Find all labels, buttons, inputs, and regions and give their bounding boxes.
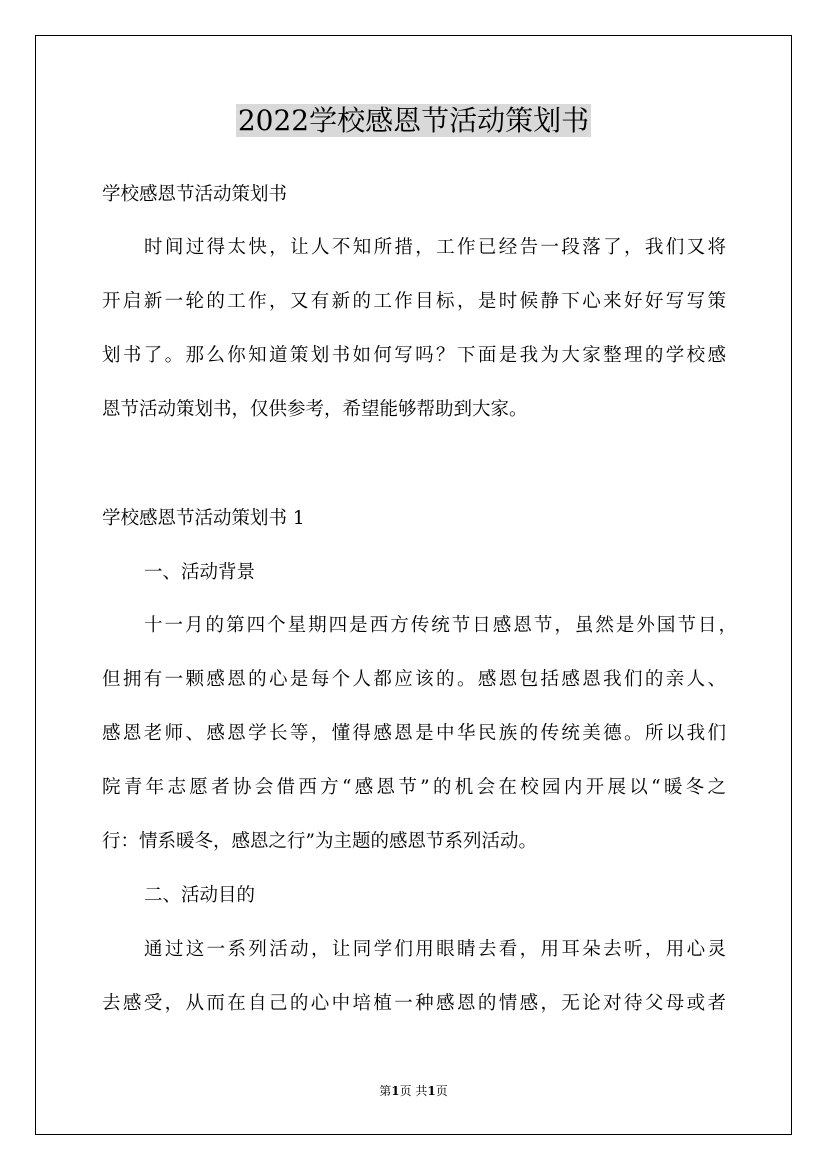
heading-intro: 学校感恩节活动策划书 — [102, 184, 288, 205]
intro-line: 划书了。那么你知道策划书如何写吗？下面是我为大家整理的学校感 — [102, 345, 726, 366]
section-line: 去感受，从而在自己的心中培植一种感恩的情感，无论对待父母或者 — [102, 993, 726, 1014]
section-line: 但拥有一颗感恩的心是每个人都应该的。感恩包括感恩我们的亲人、 — [102, 669, 726, 690]
intro-line: 恩节活动策划书，仅供参考，希望能够帮助到大家。 — [102, 399, 528, 420]
section-line: 院青年志愿者协会借西方“感恩节”的机会在校园内开展以“暖冬之 — [102, 777, 726, 798]
page-footer: 第1页 共1页 — [379, 1084, 448, 1098]
heading-plan-1: 学校感恩节活动策划书 1 — [102, 508, 305, 529]
document-title: 2022学校感恩节活动策划书 — [237, 104, 590, 137]
section-title: 二、活动目的 — [144, 885, 256, 906]
section-line: 感恩老师、感恩学长等，懂得感恩是中华民族的传统美德。所以我们 — [102, 723, 726, 744]
section-line: 十一月的第四个星期四是西方传统节日感恩节，虽然是外国节日， — [144, 615, 737, 636]
section-line: 行：情系暖冬，感恩之行”为主题的感恩节系列活动。 — [102, 831, 537, 852]
intro-line: 开启新一轮的工作，又有新的工作目标，是时候静下心来好好写写策 — [102, 291, 726, 312]
intro-line: 时间过得太快，让人不知所措，工作已经告一段落了，我们又将 — [144, 237, 726, 258]
section-line: 通过这一系列活动，让同学们用眼睛去看，用耳朵去听，用心灵 — [144, 939, 726, 960]
section-title: 一、活动背景 — [144, 562, 256, 583]
